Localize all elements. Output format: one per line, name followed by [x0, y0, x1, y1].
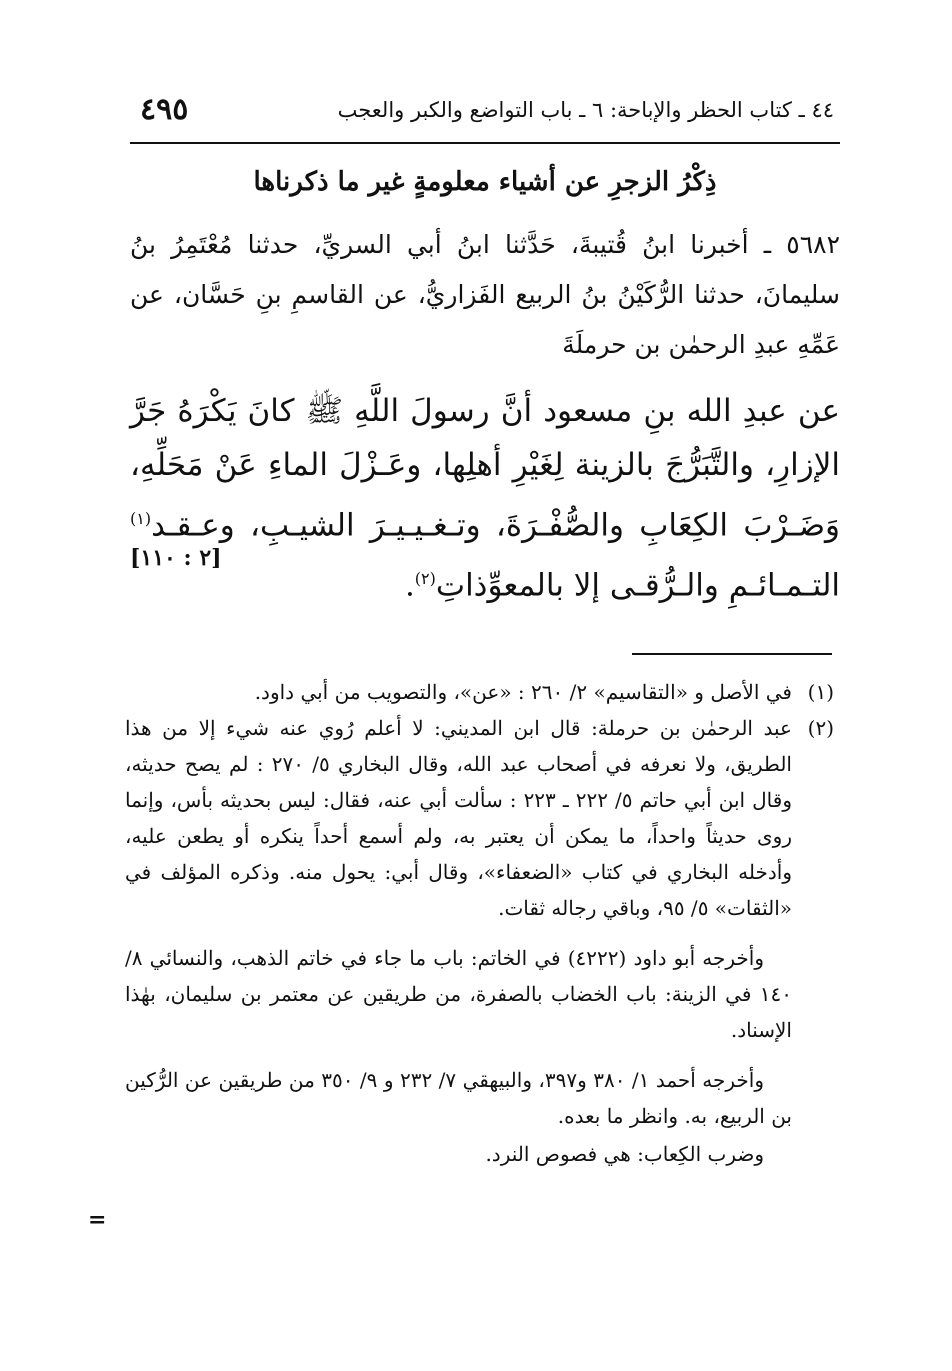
- footnote-paragraph: وأخرجه أحمد ١/ ٣٨٠ و٣٩٧، والبيهقي ٧/ ٢٣٢ و ٩/ ٣٥٠ من طريقين عن الرُّكين بن الربيع، به. وانظر ما بعده.: [125, 1068, 792, 1128]
- footnote-marker-1: (١): [130, 509, 152, 528]
- footnote-rule: [632, 653, 832, 655]
- matn-end: .: [404, 567, 415, 604]
- footnote-number: (١): [807, 680, 834, 704]
- header-rule: [130, 142, 840, 144]
- footnote-text: عبد الرحمٰن بن حرملة: قال ابن المديني: لا أعلم رُوي عنه شيء إلا من هذا الطريق، ولا نعرفه في أصحاب عبد الله، وقال البخاري ٥/ ٢٧٠ : لم يصح حديثه، وقال ابن أبي حاتم ٥/ ٢٢٢ ـ ٢٢٣ : سألت أبي عنه، فقال: ليس بحديثه بأس، وإنما روى حديثاً واحداً، ما يمكن أن يعتبر به، ولم أسمع أحداً ينكره أو يطعن عليه، وأدخله البخاري في كتاب «الضعفاء»، وقال أبي: يحول منه. وذكره المؤلف في «الثقات» ٥/ ٩٥، وباقي رجاله ثقات.: [125, 716, 792, 920]
- footnote-marker-2: (٢): [414, 569, 436, 589]
- hadith-matn: [130, 384, 840, 613]
- matn-text: عن عبدِ الله بنِ مسعود أنَّ رسولَ اللَّهِ ﷺ كانَ يَكْرَهُ جَرَّ الإزارِ، والتَّبَرُّجَ بالزينة لِغَيْرِ أهلِها، وعَـزْلَ الماءِ عَنْ مَحَلِّهِ، وَضَـرْبَ الكِعَابِ والصُّفْـرَةَ، وتـغـيـيـرَ الشيـبِ، وعـقـد: [130, 393, 840, 544]
- footnote-2: [125, 710, 834, 926]
- footnote-1: [125, 674, 834, 710]
- running-head: ٤٤ ـ كتاب الحظر والإباحة: ٦ ـ باب التواضع والكبر والعجب: [337, 98, 834, 122]
- hadith-reference: [٢ : ١١٠]: [130, 545, 222, 571]
- continuation-mark: =: [88, 1207, 107, 1233]
- footnote-paragraph: وأخرجه أبو داود (٤٢٢٢) في الخاتم: باب ما جاء في خاتم الذهب، والنسائي ٨/ ١٤٠ في الزينة: باب الخضاب بالصفرة، من طريقين عن معتمر بن سليمان، بهٰذا الإسناد.: [125, 946, 792, 1042]
- footnote-number: (٢): [807, 716, 834, 740]
- hadith-isnad: ٥٦٨٢ ـ أخبرنا ابنُ قُتيبةَ، حَدَّثنا ابنُ أبي السريِّ، حدثنا مُعْتَمِرُ بنُ سليمانَ، حدثنا الرُّكَيْنُ بنُ الربيع الفَزاريُّ، عن القاسمِ بنِ حَسَّان، عن عَمِّهِ عبدِ الرحمٰن بن حرملَةَ: [130, 230, 840, 359]
- chapter-title: ذِكْرُ الزجرِ عن أشياء معلومةٍ غير ما ذكرناها: [253, 167, 717, 197]
- page-number: ٤٩٥: [140, 92, 189, 127]
- footnote-text: في الأصل و «التقاسيم» ٢/ ٢٦٠ : «عن»، والتصويب من أبي داود.: [254, 680, 792, 704]
- footnote-paragraph: وضرب الكِعاب: هي فصوص النرد.: [485, 1142, 764, 1166]
- footnotes: [125, 674, 834, 1172]
- matn-text-continued: التـمـائـمِ والـرُّقـى إلا بالمعوِّذاتِ: [435, 567, 840, 604]
